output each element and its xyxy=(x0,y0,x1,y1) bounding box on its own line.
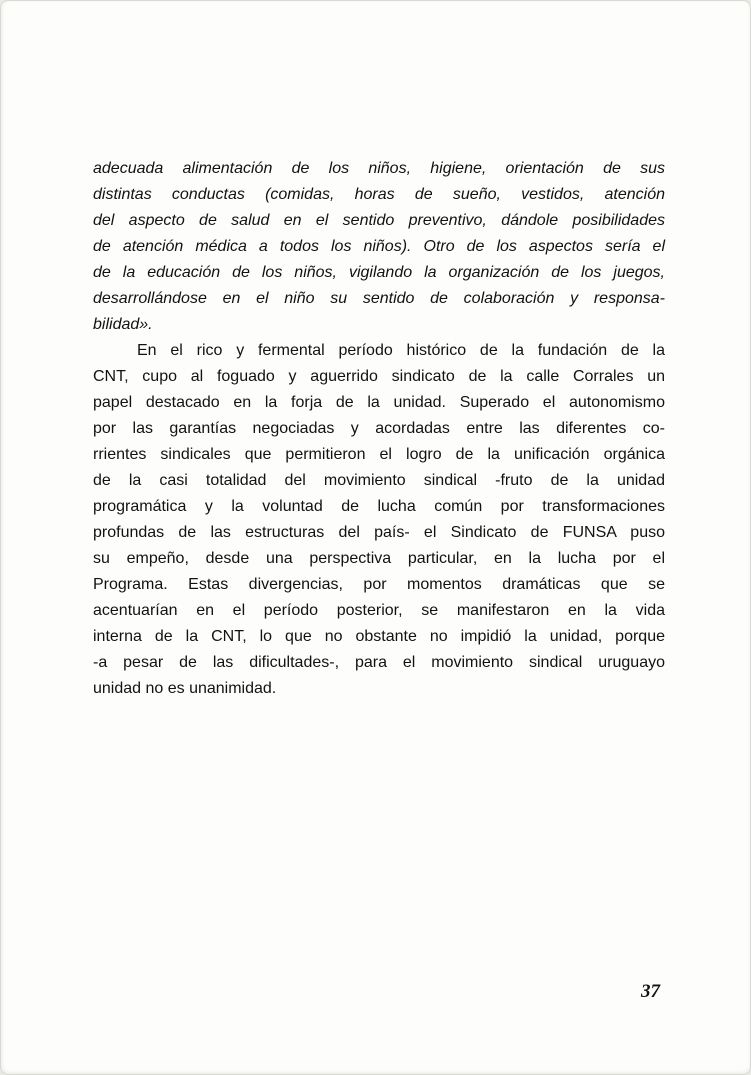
text-line: programática y la voluntad de lucha común por transformaciones xyxy=(93,498,665,515)
text-line: desarrollándose en el niño su sentido de colaboración y responsa- xyxy=(93,290,665,307)
text-line: por las garantías negociadas y acordadas entre las diferentes co- xyxy=(93,420,665,437)
text-line: CNT, cupo al foguado y aguerrido sindicato de la calle Corrales un xyxy=(93,368,665,385)
text-line: de la educación de los niños, vigilando la organización de los juegos, xyxy=(93,264,665,281)
paragraph-quote xyxy=(93,156,665,338)
text-line: profundas de las estructuras del país- el Sindicato de FUNSA puso xyxy=(93,524,665,541)
text-line: unidad no es unanimidad. xyxy=(93,680,277,697)
text-line: su empeño, desde una perspectiva particular, en la lucha por el xyxy=(93,550,665,567)
text-line: -a pesar de las dificultades-, para el movimiento sindical uruguayo xyxy=(93,654,665,671)
text-line: de la casi totalidad del movimiento sindical -fruto de la unidad xyxy=(93,472,665,489)
paragraph-body xyxy=(93,338,665,702)
text-line: bilidad». xyxy=(93,316,153,333)
text-line: adecuada alimentación de los niños, higiene, orientación de sus xyxy=(93,160,665,177)
text-line: Programa. Estas divergencias, por momentos dramáticas que se xyxy=(93,576,665,593)
page-number: 37 xyxy=(641,981,660,1002)
text-line: acentuarían en el período posterior, se manifestaron en la vida xyxy=(93,602,665,619)
text-line: de atención médica a todos los niños). Otro de los aspectos sería el xyxy=(93,238,665,255)
text-line: interna de la CNT, lo que no obstante no impidió la unidad, porque xyxy=(93,628,665,645)
text-line: distintas conductas (comidas, horas de sueño, vestidos, atención xyxy=(93,186,665,203)
text-block xyxy=(93,156,665,702)
text-line: En el rico y fermental período histórico de la fundación de la xyxy=(137,342,665,359)
text-line: rrientes sindicales que permitieron el logro de la unificación orgánica xyxy=(93,446,665,463)
text-line: papel destacado en la forja de la unidad. Superado el autonomismo xyxy=(93,394,665,411)
text-line: del aspecto de salud en el sentido preventivo, dándole posibilidades xyxy=(93,212,665,229)
